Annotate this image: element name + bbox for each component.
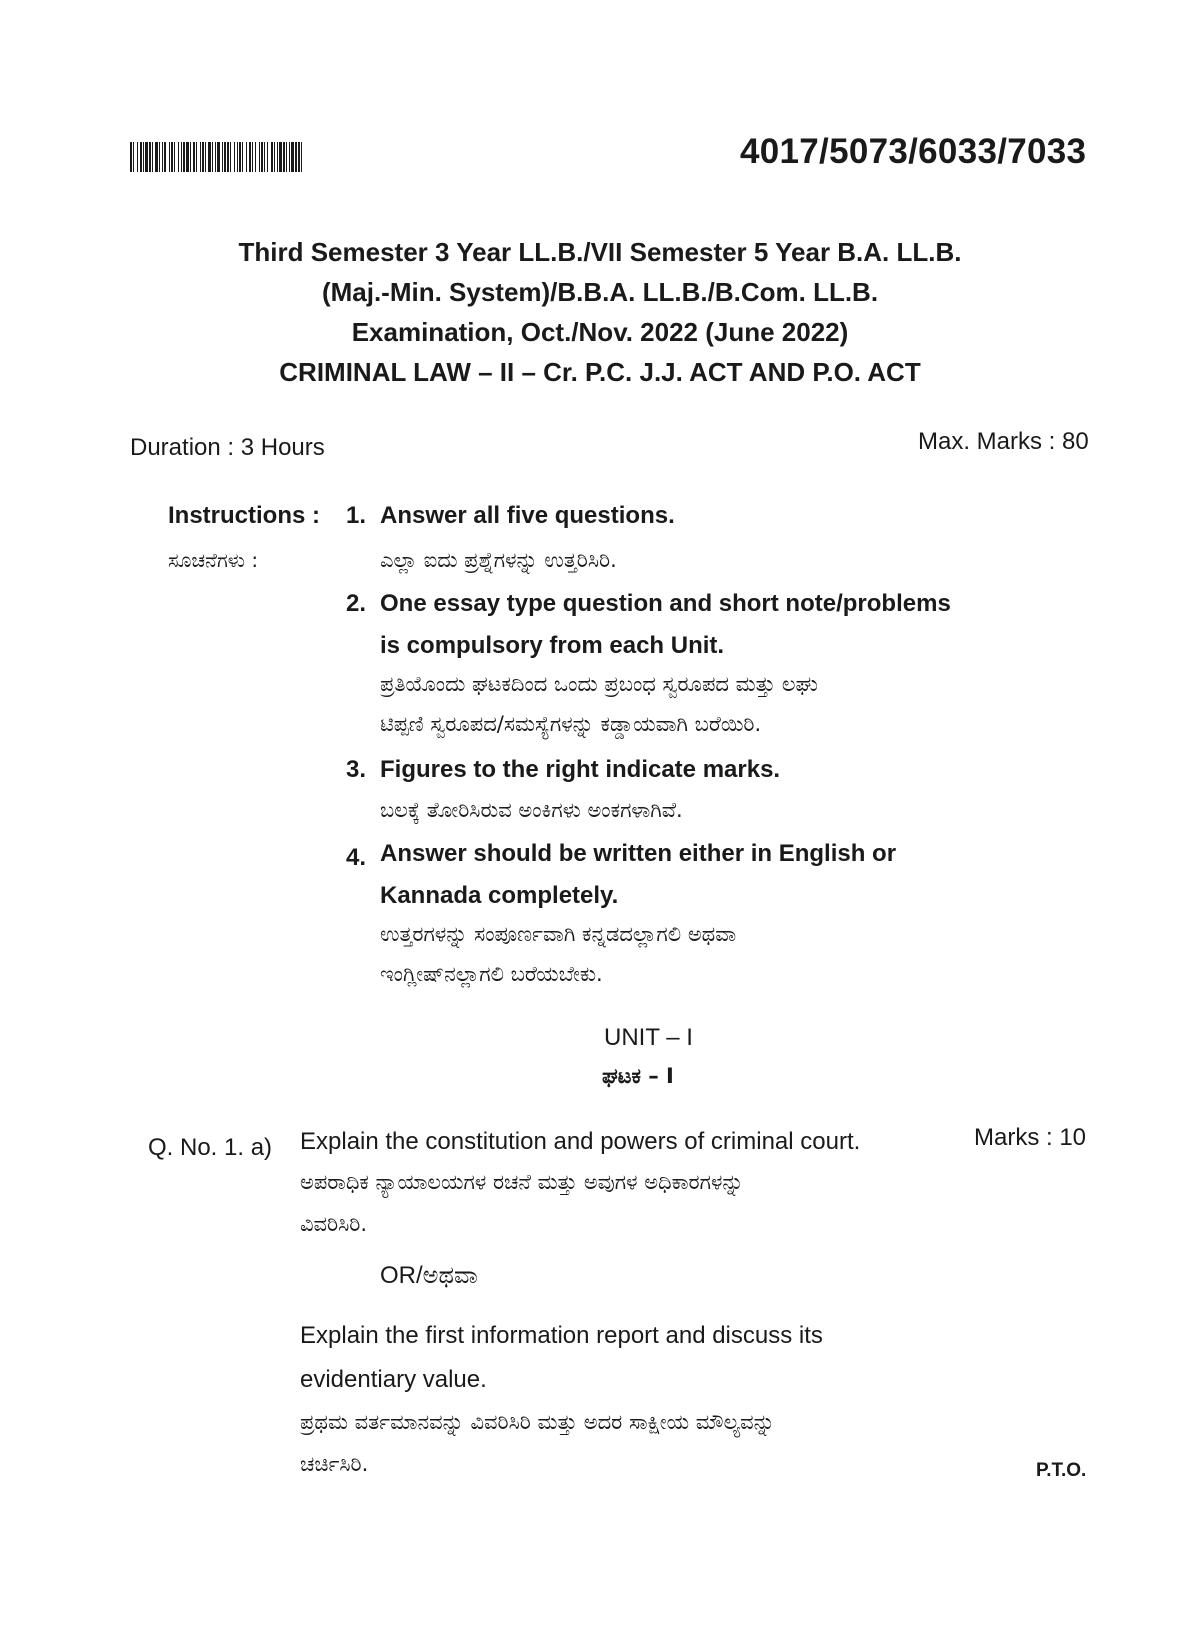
instruction-3-en: Figures to the right indicate marks. xyxy=(380,756,781,783)
question-1a-kn-line-1: ಅಪರಾಧಿಕ ನ್ಯಾಯಾಲಯಗಳ ರಚನೆ ಮತ್ತು ಅವುಗಳ ಅಧಿಕಾರಗಳನ್ನು xyxy=(300,1170,744,1194)
instruction-2-en-line-1: One essay type question and short note/problems xyxy=(380,590,951,617)
instruction-number: 2. xyxy=(346,590,367,617)
instruction-4-kn-line-1: ಉತ್ತರಗಳನ್ನು ಸಂಪೂರ್ಣವಾಗಿ ಕನ್ನಡದಲ್ಲಾಗಲಿ ಅಥವಾ xyxy=(380,922,737,946)
max-marks: Max. Marks : 80 xyxy=(918,428,1089,455)
instruction-4-kn-line-2: ಇಂಗ್ಲೀಷ್‌ನಲ್ಲಾಗಲಿ ಬರೆಯಬೇಕು. xyxy=(380,962,603,986)
question-1b-en-line-2: evidentiary value. xyxy=(300,1366,487,1393)
question-marks: Marks : 10 xyxy=(974,1124,1087,1151)
instructions-label: Instructions : xyxy=(168,502,321,529)
question-1a-kn-line-2: ವಿವರಿಸಿರಿ. xyxy=(300,1212,368,1236)
instruction-4-en-line-2: Kannada completely. xyxy=(380,882,619,909)
title-line-4: CRIMINAL LAW – II – Cr. P.C. J.J. ACT AND P.O. ACT xyxy=(279,357,921,387)
instruction-2-en-line-2: is compulsory from each Unit. xyxy=(380,632,725,659)
unit-title: UNIT – I xyxy=(604,1024,693,1051)
title-line-2: (Maj.-Min. System)/B.B.A. LL.B./B.Com. LL.B. xyxy=(321,277,879,307)
title-line-3: Examination, Oct./Nov. 2022 (June 2022) xyxy=(351,317,849,347)
instruction-2-kn-line-2: ಟಿಪ್ಪಣಿ ಸ್ವರೂಪದ/ಸಮಸ್ಯೆಗಳನ್ನು ಕಡ್ಡಾಯವಾಗಿ ಬರೆಯಿರಿ. xyxy=(380,712,762,736)
instruction-4-en-line-1: Answer should be written either in English or xyxy=(380,840,897,867)
title-line-1: Third Semester 3 Year LL.B./VII Semester 5 Year B.A. LL.B. xyxy=(238,237,962,267)
paper-code: 4017/5073/6033/7033 xyxy=(740,132,1087,171)
pto-label: P.T.O. xyxy=(1036,1460,1087,1481)
instruction-number: 1. xyxy=(346,502,367,529)
instruction-2-kn-line-1: ಪ್ರತಿಯೊಂದು ಘಟಕದಿಂದ ಒಂದು ಪ್ರಬಂಧ ಸ್ವರೂಪದ ಮತ್ತು ಲಘು xyxy=(380,672,818,696)
instruction-3-kn: ಬಲಕ್ಕೆ ತೋರಿಸಿರುವ ಅಂಕಿಗಳು ಅಂಕಗಳಾಗಿವೆ. xyxy=(380,798,683,822)
instruction-1-kn: ಎಲ್ಲಾ ಐದು ಪ್ರಶ್ನೆಗಳನ್ನು ಉತ್ತರಿಸಿರಿ. xyxy=(380,548,617,572)
question-label: Q. No. 1. a) xyxy=(148,1134,273,1161)
instruction-1-en: Answer all five questions. xyxy=(380,502,675,529)
question-1b-kn-line-1: ಪ್ರಥಮ ವರ್ತಮಾನವನ್ನು ವಿವರಿಸಿರಿ ಮತ್ತು ಅದರ ಸಾಕ್ಷೀಯ ಮೌಲ್ಯವನ್ನು xyxy=(300,1410,775,1434)
or-separator: OR/ಅಥವಾ xyxy=(380,1262,478,1289)
exam-title xyxy=(150,232,1050,392)
duration: Duration : 3 Hours xyxy=(130,434,325,461)
question-1b-en-line-1: Explain the first information report and discuss its xyxy=(300,1322,823,1349)
question-1a-en: Explain the constitution and powers of criminal court. xyxy=(300,1128,861,1155)
instruction-number: 3. xyxy=(346,756,367,783)
unit-title-kannada: ಘಟಕ – I xyxy=(602,1064,674,1088)
instructions-label-kannada: ಸೂಚನೆಗಳು : xyxy=(168,548,259,572)
barcode xyxy=(130,142,508,172)
question-1b-kn-line-2: ಚರ್ಚಿಸಿರಿ. xyxy=(300,1452,369,1476)
instruction-number: 4. xyxy=(346,844,367,871)
